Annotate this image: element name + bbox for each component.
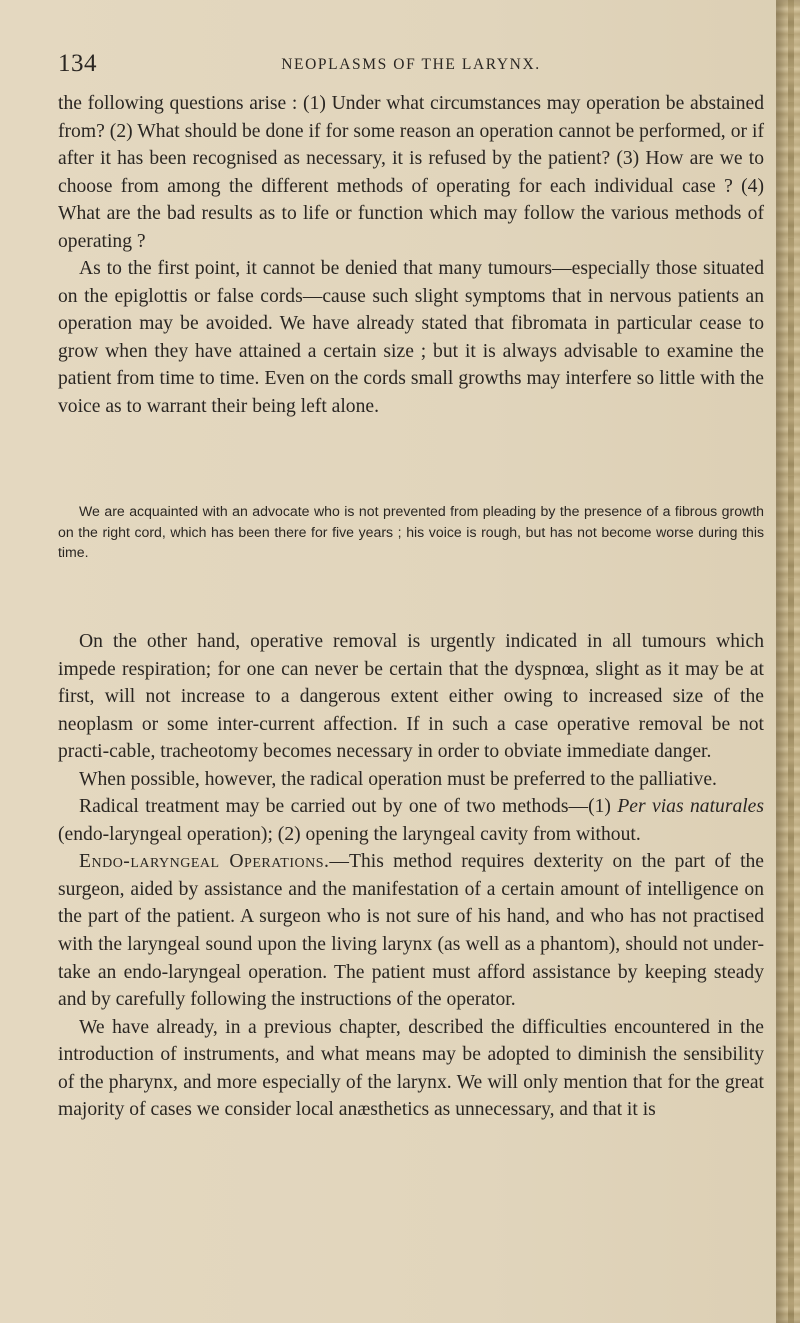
paragraph-difficulties: We have already, in a previous chapter, described the difficulties encountered in the introduction of instruments, and what means may be adopted to diminish the sensibility of the pharynx, and more especially of the larynx. We will only mention that for the great majority of cases we consider local anæsthetics as unnecessary, and that it is bbox=[58, 1016, 764, 1121]
running-head: NEOPLASMS OF THE LARYNX. bbox=[281, 56, 541, 73]
page-number: 134 bbox=[58, 50, 97, 77]
methods-lead-text: Radical treatment may be carried out by one of two methods—(1) bbox=[79, 796, 611, 818]
paragraph-endo-laryngeal bbox=[58, 848, 764, 1013]
body-text-lower bbox=[58, 628, 764, 1124]
section-heading: Endo-laryngeal Operations. bbox=[79, 851, 330, 873]
paragraph-first-point: As to the first point, it cannot be denied that many tumours—especially those situated on the epiglottis or false cords—cause such slight symptoms that in nervous patients an operation may be avoided. We have already stated that fibromata in particular cease to grow when they have attained a certain size ; but it is always advisable to examine the patient from time to time. Even on the cords small growths may interfere so little with the voice as to warrant their being left alone. bbox=[58, 258, 764, 418]
paragraph-operative-removal: On the other hand, operative removal is urgently indicated in all tumours which impede respiration; for one can never be certain that the dyspnœa, slight as it may be at first, will not increase to a dangerous extent either owing to increased size of the neoplasm or some inter-current affection. If in such a case operative removal be not practi-cable, tracheotomy becomes necessary in order to obviate immediate danger. bbox=[58, 631, 764, 763]
paragraph-radical-preferred: When possible, however, the radical operation must be preferred to the palliative. bbox=[79, 768, 717, 790]
endo-laryngeal-text: —This method requires dexterity on the part of the surgeon, aided by assistance and the manifestation of a certain amount of intelligence on the part of the patient. A surgeon who is not sure of his hand, and who has not practised with the laryngeal sound upon the living larynx (as well as a phantom), should not under-take an endo-laryngeal operation. The patient must afford assistance by keeping steady and by carefully following the instructions of the operator. bbox=[58, 851, 764, 1011]
page-header bbox=[58, 50, 764, 86]
paragraph-radical-methods bbox=[58, 793, 764, 848]
methods-rest-text: (endo-laryngeal operation); (2) opening the laryngeal cavity from without. bbox=[58, 823, 641, 845]
small-print-note bbox=[58, 501, 764, 563]
body-text-upper bbox=[58, 90, 764, 421]
latin-phrase: Per vias naturales bbox=[617, 796, 765, 818]
page-edge-fibers bbox=[788, 0, 794, 1323]
paragraph-questions: the following questions arise : (1) Under what circumstances may operation be abstained from? (2) What should be done if for some reason an operation cannot be performed, or if after it has been recognised as necessary, it is refused by the patient? (3) How are we to choose from among the different methods of operating for each individual case ? (4) What are the bad results as to life or function which may follow the various methods of operating ? bbox=[58, 93, 764, 252]
note-text: We are acquainted with an advocate who is not prevented from pleading by the presence of a fibrous growth on the right cord, which has been there for five years ; his voice is rough, but has not become worse during this time. bbox=[58, 503, 764, 560]
